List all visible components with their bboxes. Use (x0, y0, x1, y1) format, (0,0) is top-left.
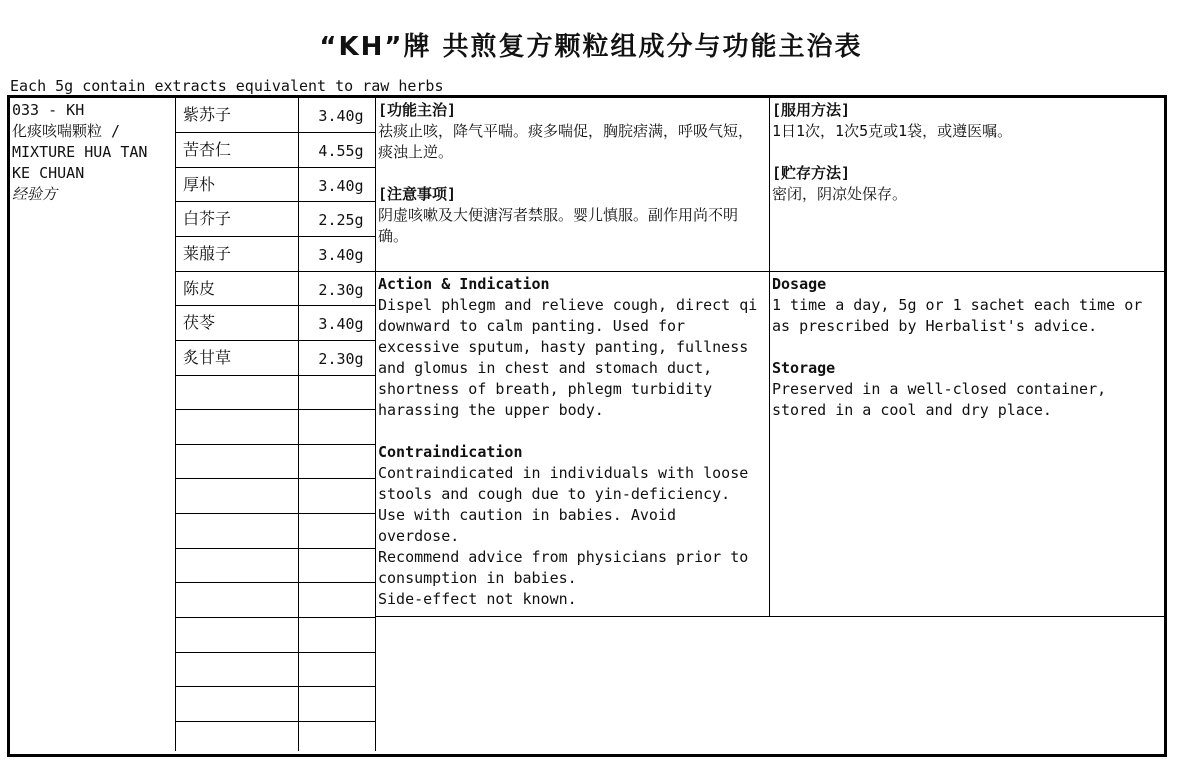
herb-name: 陈皮 (183, 279, 216, 298)
row-divider (175, 617, 376, 618)
section-divider-zh-en (375, 271, 1164, 272)
col-divider-herb (298, 98, 299, 751)
zh-dosage-title: [服用方法] (772, 101, 851, 119)
row-divider (175, 236, 376, 237)
en-storage-title: Storage (772, 359, 836, 377)
row-divider (175, 686, 376, 687)
row-divider (175, 201, 376, 202)
en-dosage-title: Dosage (772, 275, 827, 293)
zh-dosage-text: 1日1次，1次5克或1袋，或遵医嘱。 (772, 122, 1013, 140)
en-dosage-cell (772, 274, 1160, 421)
row-divider (175, 548, 376, 549)
product-source: 经验方 (12, 185, 58, 203)
zh-function-title: [功能主治] (378, 101, 457, 119)
en-action-title: Action & Indication (378, 275, 550, 293)
herb-name: 白芥子 (183, 209, 232, 228)
herb-name: 紫苏子 (183, 105, 232, 124)
row-divider (175, 305, 376, 306)
herb-weight: 3.40g (318, 246, 364, 264)
page-title: “KH”牌 共煎复方颗粒组成分与功能主治表 (319, 32, 863, 62)
en-dosage-text: 1 time a day, 5g or 1 sachet each time or as prescribed by Herbalist's advice. (772, 296, 1143, 335)
row-divider (175, 582, 376, 583)
formula-table (7, 95, 1167, 757)
zh-caution-title: [注意事项] (378, 185, 457, 203)
zh-function-text: 祛痰止咳，降气平喘。痰多喘促，胸脘痞满，呼吸气短，痰浊上逆。 (378, 122, 754, 161)
product-cell (12, 100, 172, 205)
herb-name: 苦杏仁 (183, 140, 232, 159)
col-divider-product (175, 98, 176, 751)
herb-name: 莱菔子 (183, 244, 232, 263)
herb-name: 茯苓 (183, 313, 216, 332)
row-divider (175, 721, 376, 722)
row-divider (175, 478, 376, 479)
row-divider (175, 652, 376, 653)
en-contra-text: Recommend advice from physicians prior to consumption in babies. (378, 548, 749, 587)
zh-function-cell (378, 100, 766, 247)
herb-weight: 2.25g (318, 211, 364, 229)
product-name: 化痰咳喘颗粒 / MIXTURE HUA TAN KE CHUAN (12, 122, 148, 182)
herb-weight: 3.40g (318, 107, 364, 125)
product-code: 033 - KH (12, 101, 85, 119)
en-storage-text: Preserved in a well-closed container, stored in a cool and dry place. (772, 380, 1107, 419)
herb-name: 厚朴 (183, 175, 216, 194)
zh-dosage-cell (772, 100, 1160, 205)
row-divider (175, 375, 376, 376)
row-divider (175, 167, 376, 168)
row-divider (175, 340, 376, 341)
en-action-text: Dispel phlegm and relieve cough, direct qi downward to calm panting. Used for excessive sputum, hasty panting, fullness and glomus in chest and stomach duct, shortness of breath, phlegm turbidity harassing the upper body. (378, 296, 758, 419)
en-action-cell (378, 274, 766, 610)
row-divider (175, 271, 376, 272)
row-divider (175, 409, 376, 410)
herb-weight: 4.55g (318, 142, 364, 160)
herb-weight: 3.40g (318, 177, 364, 195)
col-divider-info (769, 98, 770, 616)
herb-weight: 2.30g (318, 281, 364, 299)
zh-caution-text: 阴虚咳嗽及大便溏泻者禁服。婴儿慎服。副作用尚不明确。 (378, 206, 739, 245)
en-contra-text: Contraindicated in individuals with loose stools and cough due to yin-deficiency. Use with caution in babies. Avoid overdose. (378, 464, 749, 545)
zh-storage-title: [贮存方法] (772, 164, 851, 182)
row-divider (175, 513, 376, 514)
herb-weight: 2.30g (318, 350, 364, 368)
row-divider (175, 444, 376, 445)
zh-storage-text: 密闭，阴凉处保存。 (772, 185, 908, 203)
herb-weight: 3.40g (318, 315, 364, 333)
en-contra-text: Side-effect not known. (378, 590, 577, 608)
en-contra-title: Contraindication (378, 443, 523, 461)
subtitle: Each 5g contain extracts equivalent to raw herbs (10, 77, 444, 95)
section-divider-bottom (375, 616, 1164, 617)
herb-name: 炙甘草 (183, 348, 232, 367)
row-divider (175, 132, 376, 133)
